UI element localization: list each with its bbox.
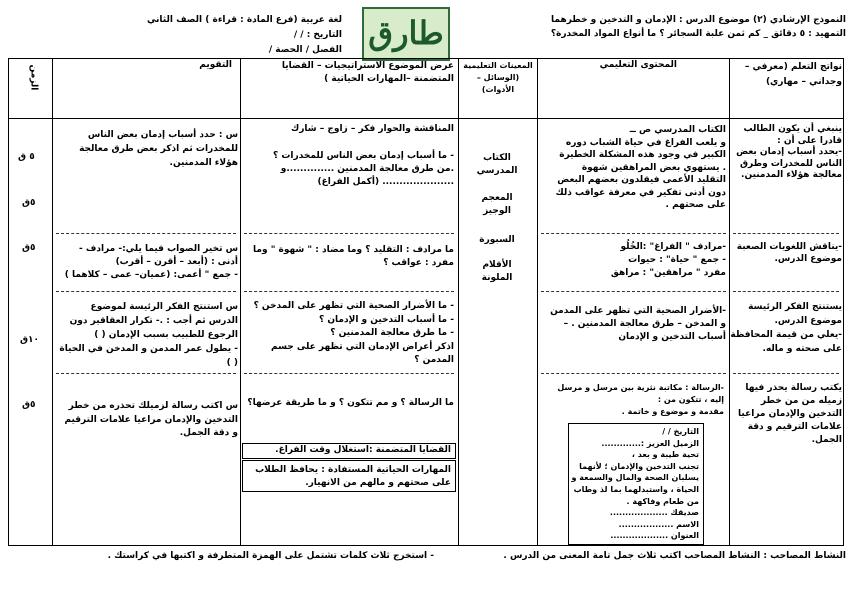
resource-book: الكتاب [483, 153, 511, 163]
header-date: التاريخ : / / [293, 30, 342, 40]
resource-pens-2: الملونة [481, 273, 513, 283]
presentation-4: ما الرسالة ؟ و مم تتكون ؟ و ما طريقة عرضها؟ [247, 398, 454, 408]
table-border-top [8, 58, 844, 59]
outcome-2: -يناقش اللغويات الصعبة موضوع الدرس. [736, 242, 842, 264]
logo: طارق [362, 7, 450, 61]
issues-text: القضايا المتضمنة :استغلال وقت الفراغ. [275, 445, 451, 455]
presentation-sep-1 [244, 233, 454, 234]
footer-activity: النشاط المصاحب : النشاط المصاحب اكتب ثلاث جمل تامة المعنى من الدرس . [503, 551, 846, 561]
presentation-sep-2 [244, 291, 454, 292]
col-header-evaluation: التقويم [199, 60, 232, 70]
col-header-outcomes [737, 60, 842, 90]
resource-dictionary: المعجم [481, 193, 513, 203]
presentation-3: - ما الأضرار الصحية التي تظهر على المدخن ؟ - ما أسباب التدخين و الإدمان ؟ - ما طرق معالجة المدمنين ؟ اذكر أعراض الإدمان التي تظهر على جسم المدمن ؟ [253, 301, 454, 365]
table-border-bottom [8, 545, 844, 546]
resource-board: السبورة [479, 235, 515, 245]
content-3: -الأضرار الصحية التي تظهر على المدمن و المدخن – طرق معالجة المدمنين . – أسباب التدخين و الإدمان [550, 306, 726, 342]
content-sep-2 [541, 291, 726, 292]
outcome-1: ينبغي أن يكون الطالب قادرا على أن : -يحدد أسباب إدمان بعض الناس للمخدرات وطرق معالجة هؤلاء المدمنين. [736, 124, 842, 180]
time-5: ٥ق [22, 400, 36, 410]
presentation-2: ما مرادف : التقليد ؟ وما مضاد : " شهوة " وما مفرد : عواقب ؟ [253, 245, 454, 268]
content-2: -مرادف " الفراغ" :الخُلُو - جمع " حياة" : حيوات مفرد " مراهقين" : مراهق [610, 242, 726, 278]
presentation-strategy: المناقشة والحوار فكر – زاوج – شارك [290, 124, 454, 134]
time-2: ٥ق [22, 198, 36, 208]
header-row-divider [8, 118, 844, 119]
header-class-period: الفصل / الحصة / [268, 45, 342, 55]
table-border-right [843, 58, 844, 546]
table-border-left [8, 58, 9, 546]
content-1: الكتاب المدرسي ص ــ و يلعب الفراغ في حياة الشباب دوره الكبير في وجود هذه المشكلة الخطيرة . يستهوي بعض المراهقين شهوة التقليد الأعمى فيقلدون بعضهم البعض دون أدنى تفكير في معرفة عواقب ذلك على صحتهم . [555, 125, 726, 210]
header-lesson-title: النموذج الإرشادي (٢) موضوع الدرس : الإدمان و التدخين و خطرهما [551, 15, 846, 25]
presentation-sep-3 [244, 373, 454, 374]
presentation-1: - ما أسباب إدمان بعض الناس للمخدرات ؟ .من طرق معالجة المدمنين ..............و ..................... (أكمل الفراغ) [273, 151, 454, 187]
evaluation-3: س استنتج الفكر الرئيسة لموضوع الدرس ثم أجب : .- تكرار العقاقير دون الرجوع للطبيب بسبب الإدمان ( ) - يطول عمر المدمن و المدخن في الحياة ( ) [59, 302, 238, 368]
letter-box [568, 423, 704, 545]
evaluation-2: س تخير الصواب فيما يلي:- مرادف - أدنى : (أبعد – أقرن – أقرب) - جمع " أعمى: (عميان– عمى – كلاهما ) [64, 244, 238, 280]
evaluation-sep-3 [56, 373, 236, 374]
outcome-sep-3 [733, 373, 839, 374]
skills-text: المهارات الحياتية المستفادة : يحافظ الطلاب على صحتهم و مالهم من الانهيار. [255, 465, 451, 488]
time-1: ٥ ق [18, 152, 35, 162]
issues-box [242, 443, 456, 459]
evaluation-sep-2 [56, 291, 236, 292]
resource-book-2: المدرسي [476, 166, 518, 176]
content-sep-3 [541, 373, 726, 374]
content-4: -الرسالة : مكاتبة نثرية بين مرسل و مرسل إليه ، تتكون من : مقدمة و موضوع و خاتمة . [557, 383, 724, 416]
col-header-presentation [244, 60, 454, 86]
outcome-3: يستنتج الفكر الرئيسة موضوع الدرس. -يعلي من قيمة المحافظة على صحته و ماله. [730, 302, 842, 354]
resources-list [462, 152, 532, 285]
col-header-outcomes-text: نواتج التعلم (معرفي –وجداني – مهاري) [744, 62, 842, 87]
outcome-4: يكتب رسالة يحذر فيها زميله من من خطر التدخين والإدمان مراعيا علامات الترقيم و دقة الجمل. [738, 383, 842, 445]
header-intro: التمهيد : ٥ دقائق _ كم ثمن علبة السجائر ؟ ما أنواع المواد المخدرة؟ [550, 29, 846, 39]
col-header-time: الزمن [28, 64, 39, 91]
col-divider-resources [458, 58, 459, 546]
col-divider-presentation [240, 58, 241, 546]
resource-dictionary-2: الوجيز [483, 206, 511, 216]
letter-text: التاريخ / / الزميل العزيز :............. تحية طيبة و بعد ، تجنب التدخين والإدمان ؛ لأنهما يسلبان الصحة والمال والسمعة و الحياة ، واستبدلهما بما لذ وطاب من طعام وفاكهة . صديقك ................... الاسم .................. العنوان ................... [571, 427, 699, 541]
col-divider-content [537, 58, 538, 546]
evaluation-sep-1 [56, 233, 236, 234]
time-3: ٥ق [22, 243, 36, 253]
resource-pens: الأقلام [482, 260, 512, 270]
content-sep-1 [541, 233, 726, 234]
col-header-resources [462, 60, 534, 96]
time-4: ١٠ق [20, 335, 40, 345]
col-divider-evaluation [52, 58, 53, 546]
evaluation-4: س اكتب رسالة لزميلك تحذره من خطر التدخين والإدمان مراعيا علامات الترقيم و دقة الجمل. [64, 401, 238, 438]
outcome-sep-2 [733, 291, 839, 292]
col-header-resources-text: المعينات التعليمية (الوسائل – الأدوات) [463, 61, 533, 94]
footer-hamza-task: - استخرج ثلاث كلمات تشتمل على الهمزة المتطرفة و اكتبها في كراستك . [107, 551, 434, 561]
header-subject: لغة عربية (فرع المادة : قراءة ) الصف الثاني [146, 15, 342, 25]
outcome-sep-1 [733, 233, 839, 234]
skills-box [242, 460, 456, 492]
col-header-presentation-text: عرض الموضوع الاستراتيجيات – القضايا المتضمنة –المهارات الحياتية ) [281, 61, 454, 84]
evaluation-1: س : حدد أسباب إدمان بعض الناس للمخدرات ثم اذكر بعض طرق معالجة هؤلاء المدمنين. [79, 130, 238, 168]
col-header-content: المحتوى التعليمي [599, 60, 677, 70]
